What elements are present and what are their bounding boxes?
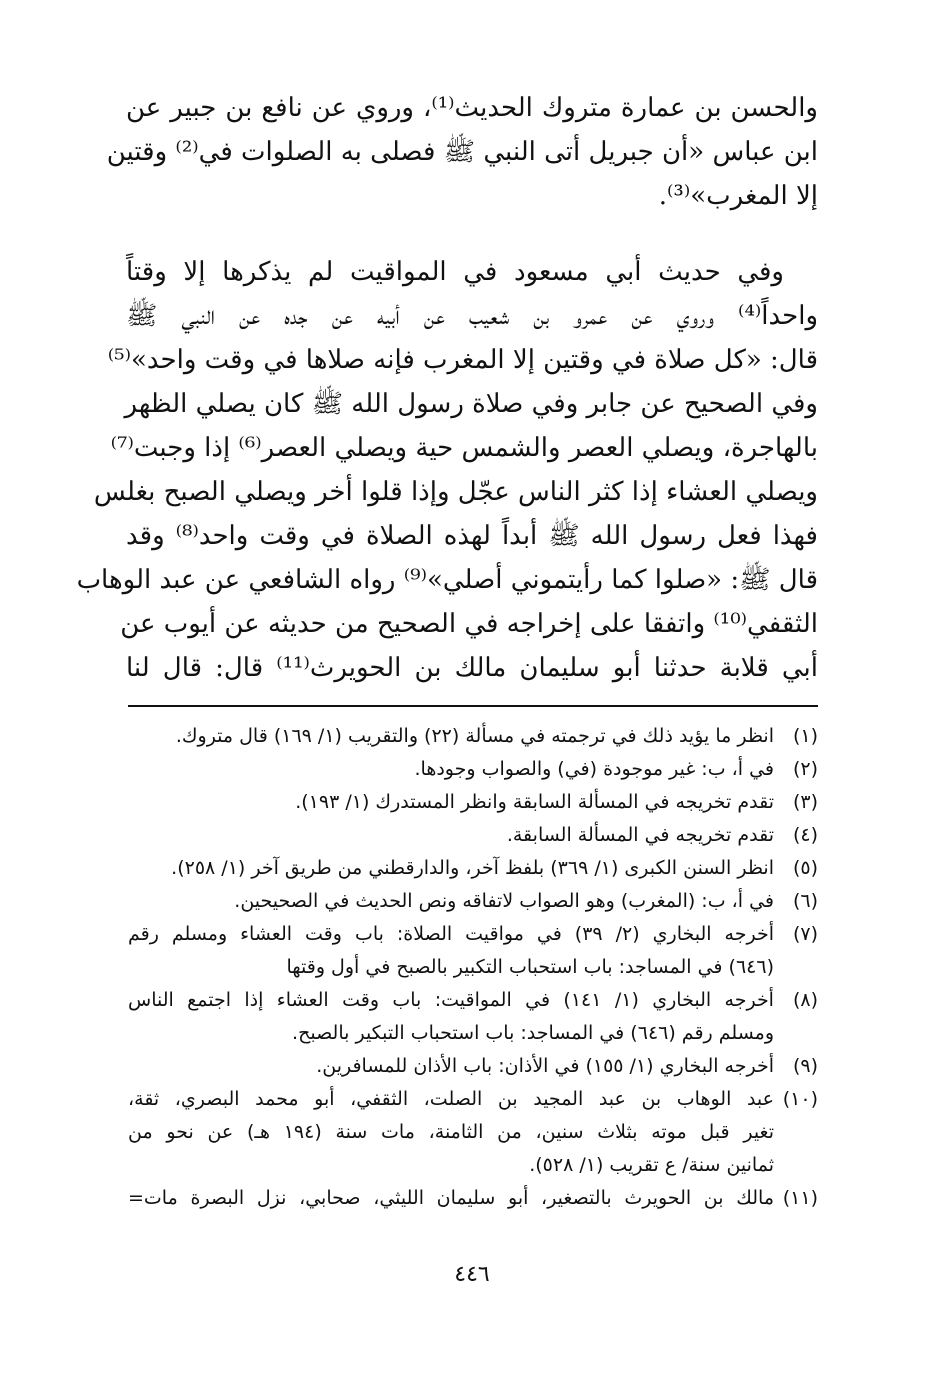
body-line: ابن عباس «أن جبريل أتى النبي ﷺ فصلى به الصلوات في⁽²⁾ وقتين — [106, 137, 818, 167]
footnote-4 — [128, 819, 818, 852]
footnote-line: تغير قبل موته بثلاث سنين، من الثامنة، مات سنة (١٩٤ هـ) عن نحو من — [128, 1121, 775, 1143]
footnote-6 — [128, 885, 818, 918]
footnote-5 — [128, 852, 818, 885]
main-text — [76, 86, 818, 690]
footnote-1 — [128, 720, 818, 753]
footnote-line: انظر السنن الكبرى (١/ ٣٦٩) بلفظ آخر، والدارقطني من طريق آخر (١/ ٢٥٨). — [171, 857, 774, 879]
footnote-divider — [128, 705, 818, 707]
footnote-8 — [128, 984, 818, 1050]
footnote-line: في أ، ب: غير موجودة (في) والصواب وجودها. — [414, 758, 774, 780]
footnote-number: (٩) — [792, 1055, 818, 1077]
footnotes — [128, 720, 818, 1215]
body-line: والحسن بن عمارة متروك الحديث⁽¹⁾، وروي عن نافع بن جبير عن — [126, 93, 818, 123]
body-line: وفي الصحيح عن جابر وفي صلاة رسول الله ﷺ كان يصلي الظهر — [124, 389, 818, 419]
page-number: ٤٤٦ — [454, 1262, 490, 1287]
footnote-line: في أ، ب: (المغرب) وهو الصواب لاتفاقه ونص الحديث في الصحيحين. — [234, 890, 774, 912]
footnote-line: عبد الوهاب بن عبد المجيد بن الصلت، الثقفي، أبو محمد البصري، ثقة، — [128, 1088, 774, 1110]
footnote-line: تقدم تخريجه في المسألة السابقة. — [506, 824, 774, 846]
footnote-10 — [128, 1083, 818, 1182]
footnote-number: (٨) — [792, 989, 818, 1011]
body-line: وفي حديث أبي مسعود في المواقيت لم يذكرها إلا وقتاً — [126, 257, 784, 287]
footnote-number: (١١) — [782, 1187, 818, 1209]
footnote-line: انظر ما يؤيد ذلك في ترجمته في مسألة (٢٢) والتقريب (١/ ١٦٩) قال متروك. — [175, 725, 774, 747]
footnote-number: (٥) — [792, 857, 818, 879]
footnote-line: أخرجه البخاري (١/ ١٥٥) في الأذان: باب الأذان للمسافرين. — [316, 1055, 774, 1077]
body-line: الثقفي⁽¹⁰⁾ واتفقا على إخراجه في الصحيح من حديثه عن أيوب عن — [120, 609, 818, 639]
footnote-line: تقدم تخريجه في المسألة السابقة وانظر المستدرك (١/ ١٩٣). — [295, 791, 774, 813]
body-line: ويصلي العشاء إذا كثر الناس عجّل وإذا قلوا أخر ويصلي الصبح بغلس — [93, 477, 818, 507]
body-line: قال ﷺ: «صلوا كما رأيتموني أصلي»⁽⁹⁾ رواه الشافعي عن عبد الوهاب — [76, 565, 818, 595]
footnote-line: ثمانين سنة/ ع تقريب (١/ ٥٢٨). — [529, 1154, 774, 1176]
footnote-line: (٦٤٦) في المساجد: باب استحباب التكبير بالصبح في أول وقتها — [286, 956, 774, 978]
footnote-7 — [128, 918, 818, 984]
footnote-9 — [128, 1050, 818, 1083]
body-line: فهذا فعل رسول الله ﷺ أبداً لهذه الصلاة في وقت واحد⁽⁸⁾ وقد — [126, 521, 818, 551]
body-line: أبي قلابة حدثنا أبو سليمان مالك بن الحويرث⁽¹¹⁾ قال: قال لنا — [126, 653, 818, 683]
footnote-number: (٦) — [792, 890, 818, 912]
footnote-line: مالك بن الحويرث بالتصغير، أبو سليمان الليثي، صحابي، نزل البصرة مات= — [128, 1187, 774, 1209]
footnote-line: ومسلم رقم (٦٤٦) في المساجد: باب استحباب التبكير بالصبح. — [292, 1022, 774, 1044]
body-line: إلا المغرب»⁽³⁾. — [658, 181, 818, 211]
footnote-number: (٣) — [792, 791, 818, 813]
footnote-number: (٧) — [792, 923, 818, 945]
footnote-number: (٢) — [792, 758, 818, 780]
footnote-3 — [128, 786, 818, 819]
body-line: بالهاجرة، ويصلي العصر والشمس حية ويصلي العصر⁽⁶⁾ إذا وجبت⁽⁷⁾ — [110, 433, 818, 463]
body-line: قال: «كل صلاة في وقتين إلا المغرب فإنه صلاها في وقت واحد»⁽⁵⁾ — [107, 345, 818, 375]
footnote-number: (١) — [792, 725, 818, 747]
footnote-line: أخرجه البخاري (١/ ١٤١) في المواقيت: باب وقت العشاء إذا اجتمع الناس — [128, 989, 774, 1011]
footnote-2 — [128, 753, 818, 786]
footnote-line: أخرجه البخاري (٢/ ٣٩) في مواقيت الصلاة: باب وقت العشاء ومسلم رقم — [128, 923, 774, 945]
paragraph-gap — [126, 218, 818, 250]
footnote-number: (٤) — [792, 824, 818, 846]
body-line: واحداً⁽⁴⁾ وروي عن عمرو بن شعيب عن أبيه عن جده عن النبي ﷺ — [126, 301, 818, 331]
footnote-11 — [128, 1182, 818, 1215]
footnote-number: (١٠) — [782, 1088, 818, 1110]
